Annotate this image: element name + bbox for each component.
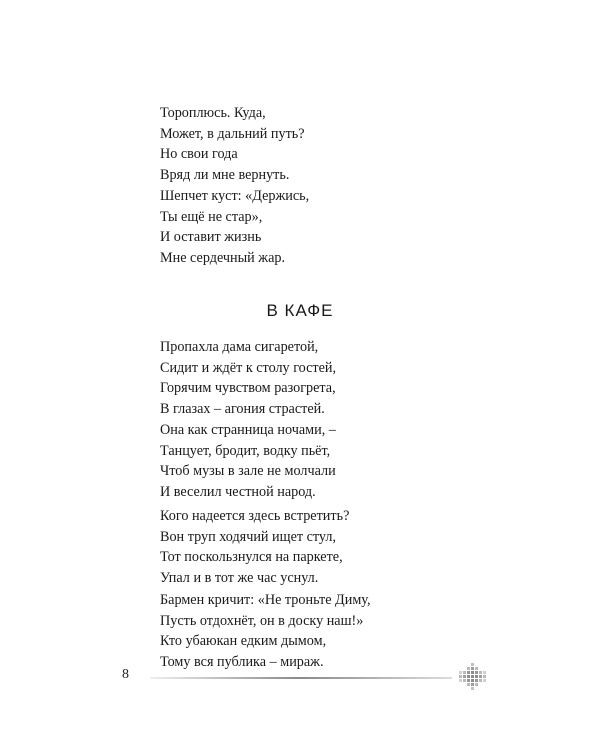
verse-line: Сидит и ждёт к столу гостей, [160, 359, 337, 376]
footer-rule-right [300, 677, 452, 679]
poem2-stanza-1 [160, 337, 336, 419]
verse-line: Кого надеется здесь встретить? [160, 508, 350, 524]
verse-line: Пропахла дама сигаретой, [160, 339, 319, 355]
verse-line: Тороплюсь. Куда, [160, 105, 266, 121]
poem2-stanza-2 [160, 420, 336, 502]
footer-rule-left [150, 677, 300, 679]
verse-line: Мне сердечный жар. [160, 249, 286, 266]
poem2-stanza-4 [160, 590, 371, 672]
verse-line: Но свои года [160, 146, 238, 162]
poem2-stanza-3 [160, 506, 349, 588]
verse-line: Упал и в тот же час уснул. [160, 569, 319, 586]
page-number: 8 [122, 667, 129, 682]
verse-line: Шепчет куст: «Держись, [160, 188, 310, 204]
verse-line: Она как странница ночами, – [160, 422, 336, 438]
verse-line: Тот поскользнулся на паркете, [160, 549, 343, 565]
verse-line: Бармен кричит: «Не троньте Диму, [160, 592, 371, 608]
verse-line: Пусть отдохнёт, он в доску наш!» [160, 612, 364, 629]
verse-line: И веселил честной народ. [160, 483, 316, 500]
poem1-stanza-1 [160, 103, 305, 185]
verse-line: Кто убаюкан едким дымом, [160, 633, 327, 649]
verse-line: И оставит жизнь [160, 229, 262, 245]
verse-line: Горячим чувством разогрета, [160, 380, 336, 396]
poem-title: В КАФЕ [266, 301, 334, 320]
verse-line: Вряд ли мне вернуть. [160, 166, 290, 183]
dot-grid-icon [458, 662, 488, 692]
verse-line: Ты ещё не стар», [160, 208, 263, 225]
verse-line: Вон труп ходячий ищет стул, [160, 528, 337, 545]
verse-line: Может, в дальний путь? [160, 125, 305, 142]
verse-line: Чтоб музы в зале не молчали [160, 463, 336, 479]
poem1-stanza-2 [160, 186, 309, 268]
verse-line: В глазах – агония страстей. [160, 400, 325, 417]
verse-line: Танцует, бродит, водку пьёт, [160, 442, 331, 459]
verse-line: Тому вся публика – мираж. [160, 653, 324, 670]
